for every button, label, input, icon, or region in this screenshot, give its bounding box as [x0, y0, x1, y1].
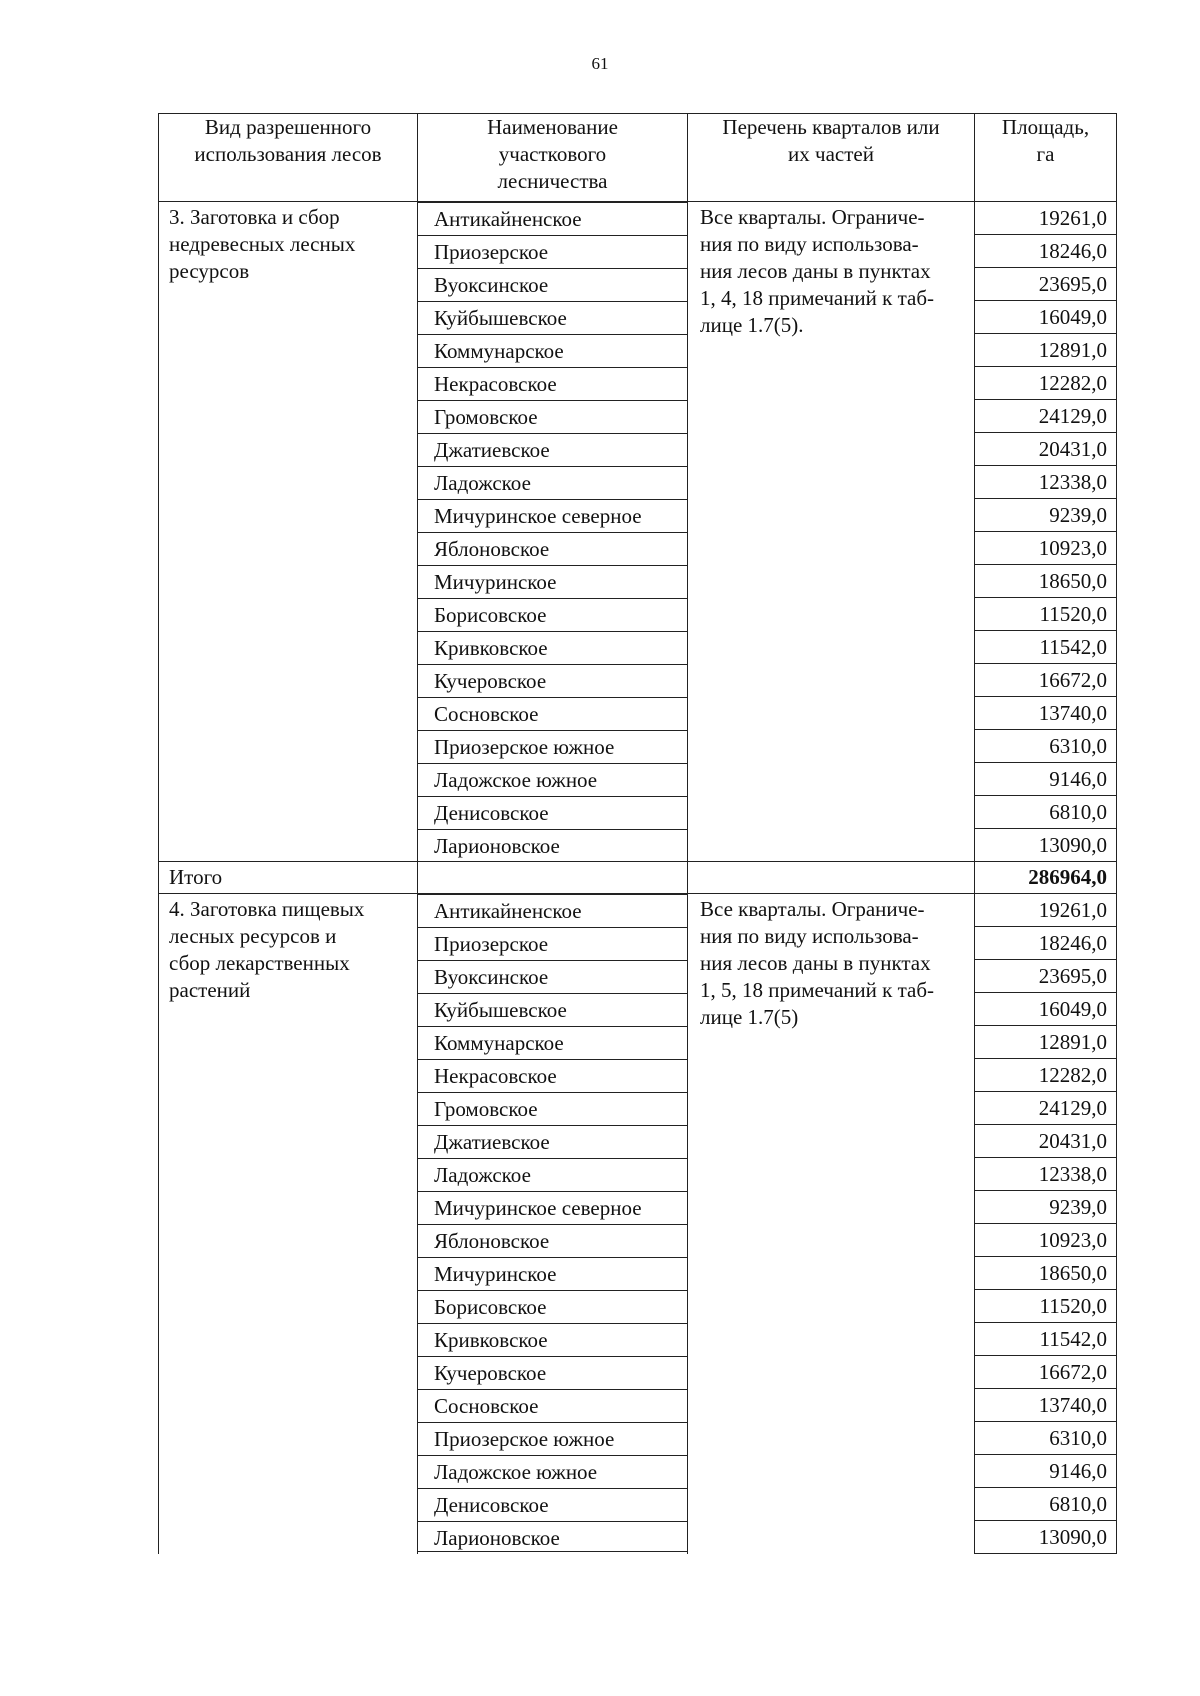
- area-cell: 20431,0: [975, 433, 1117, 466]
- total-row: [159, 862, 1117, 894]
- forestry-name: Денисовское: [418, 1488, 687, 1519]
- forestry-name: Сосновское: [418, 1389, 687, 1420]
- forestry-name-cell: [418, 466, 688, 499]
- area-cell: 11542,0: [975, 631, 1117, 664]
- forestry-name: Куйбышевское: [418, 301, 687, 332]
- forest-use-table: [158, 113, 1117, 1554]
- area-cell: 12282,0: [975, 367, 1117, 400]
- area-cell: 12338,0: [975, 1158, 1117, 1191]
- area-cell: 13740,0: [975, 1389, 1117, 1422]
- forestry-name: Ладожское: [418, 466, 687, 497]
- area-cell: 9239,0: [975, 1191, 1117, 1224]
- area-cell: 11520,0: [975, 1290, 1117, 1323]
- forestry-name: Яблоновское: [418, 1224, 687, 1255]
- forestry-name: Ларионовское: [418, 1521, 687, 1552]
- forestry-name-cell: [418, 433, 688, 466]
- area-cell: 23695,0: [975, 268, 1117, 301]
- area-cell: 19261,0: [975, 202, 1117, 235]
- area-cell: 16049,0: [975, 301, 1117, 334]
- page-number: 61: [591, 54, 609, 73]
- area-cell: 12891,0: [975, 334, 1117, 367]
- forestry-name-cell: [418, 499, 688, 532]
- area-cell: 18246,0: [975, 927, 1117, 960]
- forestry-name-cell: [418, 631, 688, 664]
- use-type-cell: 4. Заготовка пищевых лесных ресурсов и сбор лекарственных растений: [159, 894, 418, 1554]
- use-type-cell: 3. Заготовка и сбор недревесных лесных ресурсов: [159, 202, 418, 862]
- forestry-name: Денисовское: [418, 796, 687, 827]
- header-forestry-name: Наименование участкового лесничества: [418, 114, 688, 202]
- total-empty-cell: [418, 862, 688, 894]
- forestry-name: Вуоксинское: [418, 268, 687, 299]
- forestry-name: Антикайненское: [418, 894, 687, 925]
- total-empty-cell: [688, 862, 975, 894]
- forestry-name: Приозерское южное: [418, 730, 687, 761]
- area-cell: 24129,0: [975, 1092, 1117, 1125]
- area-cell: 18246,0: [975, 235, 1117, 268]
- forestry-name-cell: [418, 1092, 688, 1125]
- quarters-note-cell: Все кварталы. Ограниче- ния по виду использова- ния лесов даны в пунктах 1, 4, 18 примечаний к таб- лице 1.7(5).: [688, 202, 975, 862]
- forestry-name: Кучеровское: [418, 664, 687, 695]
- forestry-name-cell: [418, 960, 688, 993]
- forestry-name-cell: [418, 1389, 688, 1422]
- forestry-name: Вуоксинское: [418, 960, 687, 991]
- forestry-name-cell: [418, 301, 688, 334]
- header-quarters-list: Перечень кварталов или их частей: [688, 114, 975, 202]
- area-cell: 16672,0: [975, 1356, 1117, 1389]
- forestry-name-cell: [418, 763, 688, 796]
- forestry-name-cell: [418, 1455, 688, 1488]
- forestry-name: Ладожское южное: [418, 763, 687, 794]
- forestry-name-cell: [418, 1356, 688, 1389]
- forestry-name-cell: [418, 796, 688, 829]
- forestry-name: Джатиевское: [418, 1125, 687, 1156]
- area-cell: 24129,0: [975, 400, 1117, 433]
- forestry-name-cell: [418, 598, 688, 631]
- area-cell: 11542,0: [975, 1323, 1117, 1356]
- forestry-name: Мичуринское: [418, 565, 687, 596]
- forestry-name: Громовское: [418, 400, 687, 431]
- area-cell: 9239,0: [975, 499, 1117, 532]
- forestry-name: Громовское: [418, 1092, 687, 1123]
- area-cell: 23695,0: [975, 960, 1117, 993]
- forestry-name: Яблоновское: [418, 532, 687, 563]
- forestry-name: Кривковское: [418, 1323, 687, 1354]
- forestry-name: Сосновское: [418, 697, 687, 728]
- area-cell: 9146,0: [975, 1455, 1117, 1488]
- forestry-name-cell: [418, 664, 688, 697]
- forestry-name-cell: [418, 532, 688, 565]
- area-cell: 10923,0: [975, 1224, 1117, 1257]
- forestry-name-cell: [418, 235, 688, 268]
- area-cell: 16049,0: [975, 993, 1117, 1026]
- forestry-name-cell: [418, 829, 688, 862]
- forestry-name-cell: [418, 1323, 688, 1356]
- forestry-name: Борисовское: [418, 1290, 687, 1321]
- forestry-name-cell: [418, 334, 688, 367]
- forestry-name-cell: [418, 894, 688, 927]
- forestry-name-cell: [418, 1059, 688, 1092]
- forestry-name: Борисовское: [418, 598, 687, 629]
- forestry-name-cell: [418, 202, 688, 235]
- forestry-name-cell: [418, 1290, 688, 1323]
- forestry-name: Кучеровское: [418, 1356, 687, 1387]
- forestry-name: Джатиевское: [418, 433, 687, 464]
- header-use-type: Вид разрешенного использования лесов: [159, 114, 418, 202]
- forestry-name: Ладожское: [418, 1158, 687, 1189]
- forestry-name: Приозерское южное: [418, 1422, 687, 1453]
- forestry-name: Мичуринское северное: [418, 499, 687, 530]
- area-cell: 16672,0: [975, 664, 1117, 697]
- forestry-name-cell: [418, 1521, 688, 1554]
- table-body: [159, 202, 1117, 1554]
- forestry-name: Мичуринское: [418, 1257, 687, 1288]
- area-cell: 20431,0: [975, 1125, 1117, 1158]
- forestry-name: Приозерское: [418, 235, 687, 266]
- forestry-name: Ладожское южное: [418, 1455, 687, 1486]
- forestry-name-cell: [418, 1257, 688, 1290]
- forestry-name: Ларионовское: [418, 829, 687, 860]
- total-label: Итого: [159, 862, 418, 894]
- forestry-name-cell: [418, 1158, 688, 1191]
- area-cell: 6810,0: [975, 796, 1117, 829]
- forestry-name-cell: [418, 1125, 688, 1158]
- forestry-name-cell: [418, 400, 688, 433]
- forestry-name: Некрасовское: [418, 1059, 687, 1090]
- area-cell: 12891,0: [975, 1026, 1117, 1059]
- forestry-name: Антикайненское: [418, 202, 687, 233]
- forestry-name-cell: [418, 565, 688, 598]
- area-cell: 10923,0: [975, 532, 1117, 565]
- area-cell: 12338,0: [975, 466, 1117, 499]
- forestry-name: Коммунарское: [418, 1026, 687, 1057]
- area-cell: 9146,0: [975, 763, 1117, 796]
- area-cell: 6310,0: [975, 730, 1117, 763]
- total-area: 286964,0: [975, 862, 1117, 894]
- forestry-name: Кривковское: [418, 631, 687, 662]
- forestry-name-cell: [418, 1026, 688, 1059]
- forestry-name: Приозерское: [418, 927, 687, 958]
- forestry-name-cell: [418, 697, 688, 730]
- forestry-name-cell: [418, 993, 688, 1026]
- forestry-name-cell: [418, 1191, 688, 1224]
- area-cell: 13740,0: [975, 697, 1117, 730]
- forestry-name: Коммунарское: [418, 334, 687, 365]
- table-row: [159, 202, 1117, 235]
- forestry-name-cell: [418, 1224, 688, 1257]
- forestry-name-cell: [418, 1488, 688, 1521]
- area-cell: 13090,0: [975, 829, 1117, 862]
- area-cell: 19261,0: [975, 894, 1117, 927]
- area-cell: 12282,0: [975, 1059, 1117, 1092]
- area-cell: 18650,0: [975, 1257, 1117, 1290]
- quarters-note-cell: Все кварталы. Ограниче- ния по виду использова- ния лесов даны в пунктах 1, 5, 18 примечаний к таб- лице 1.7(5): [688, 894, 975, 1554]
- forestry-name: Некрасовское: [418, 367, 687, 398]
- forestry-name-cell: [418, 1422, 688, 1455]
- forestry-name: Куйбышевское: [418, 993, 687, 1024]
- area-cell: 6310,0: [975, 1422, 1117, 1455]
- forestry-name-cell: [418, 367, 688, 400]
- table-row: [159, 894, 1117, 927]
- area-cell: 6810,0: [975, 1488, 1117, 1521]
- forestry-name-cell: [418, 927, 688, 960]
- area-cell: 18650,0: [975, 565, 1117, 598]
- forestry-name: Мичуринское северное: [418, 1191, 687, 1222]
- forestry-name-cell: [418, 730, 688, 763]
- table-header-row: [159, 114, 1117, 202]
- area-cell: 11520,0: [975, 598, 1117, 631]
- area-cell: 13090,0: [975, 1521, 1117, 1554]
- forestry-name-cell: [418, 268, 688, 301]
- header-area: Площадь, га: [975, 114, 1117, 202]
